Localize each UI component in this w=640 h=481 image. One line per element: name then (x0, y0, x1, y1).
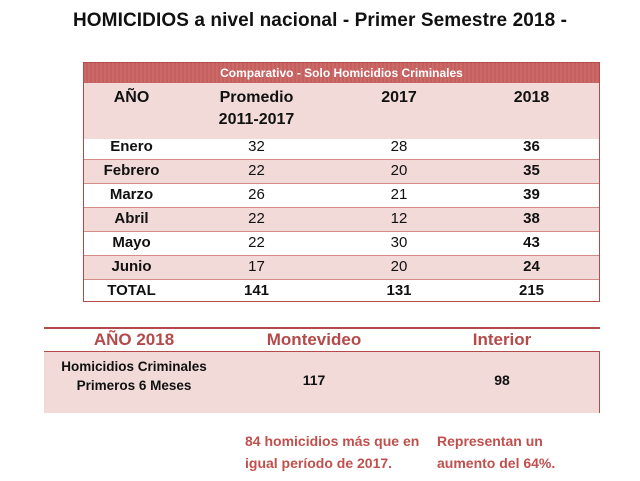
total-2018: 215 (518, 282, 545, 299)
promedio-cell: 26 (248, 186, 265, 203)
interior-value: 98 (494, 372, 510, 388)
promedio-cell: 22 (248, 162, 265, 179)
month-cell: Marzo (109, 186, 154, 203)
table-row (84, 231, 599, 255)
table-header-row (84, 83, 599, 139)
header-promedio-line1: Promedio (219, 89, 294, 106)
value-2018-cell: 38 (523, 210, 540, 227)
promedio-cell: 22 (248, 234, 265, 251)
header-2018: 2018 (513, 89, 550, 106)
table-row (84, 183, 599, 207)
note-line: aumento del 64%. (437, 455, 556, 471)
row-divider (84, 207, 599, 208)
table-banner: Comparativo - Solo Homicidios Criminales (84, 63, 599, 84)
value-2018-cell: 43 (523, 234, 540, 251)
value-2017-cell: 21 (390, 186, 408, 203)
value-2018-cell: 24 (523, 258, 540, 275)
value-2018-cell: 39 (523, 186, 540, 203)
note-line: igual período de 2017. (245, 455, 393, 471)
row-divider (84, 183, 599, 184)
row-divider (84, 231, 599, 232)
note-line: Representan un (437, 433, 543, 449)
promedio-cell: 17 (248, 258, 265, 275)
note-increase-count (245, 430, 425, 474)
value-2018-cell: 36 (523, 138, 540, 155)
note-line: 84 homicidios más que en (245, 433, 420, 449)
summary-row-label (44, 357, 224, 395)
page-title: HOMICIDIOS a nivel nacional - Primer Semestre 2018 - (72, 10, 568, 31)
region-summary-table (44, 327, 600, 413)
header-ano-2018: AÑO 2018 (93, 330, 175, 349)
table-row (84, 255, 599, 279)
row-divider (84, 159, 599, 160)
total-label: TOTAL (107, 282, 156, 299)
header-ano: AÑO (113, 89, 150, 106)
total-row (84, 279, 599, 303)
header-promedio-line2: 2011-2017 (218, 111, 295, 128)
promedio-cell: 22 (248, 210, 265, 227)
value-2017-cell: 12 (390, 210, 408, 227)
summary-header-row (44, 329, 600, 351)
row-divider (84, 255, 599, 256)
value-2017-cell: 30 (390, 234, 408, 251)
total-2017: 131 (386, 282, 412, 299)
value-2017-cell: 28 (390, 138, 408, 155)
month-cell: Junio (111, 258, 152, 275)
total-promedio: 141 (243, 282, 270, 299)
month-cell: Abril (114, 210, 149, 227)
header-2017: 2017 (381, 89, 417, 106)
row-divider (84, 279, 599, 280)
summary-label-line1: Homicidios Criminales (61, 359, 207, 374)
montevideo-value: 117 (302, 372, 326, 388)
header-interior: Interior (472, 330, 532, 349)
value-2017-cell: 20 (390, 258, 408, 275)
header-montevideo: Montevideo (266, 330, 362, 349)
month-cell: Febrero (103, 162, 160, 179)
table-row (84, 207, 599, 231)
note-increase-percent (437, 430, 597, 474)
summary-label-line2: Primeros 6 Meses (76, 378, 192, 393)
table-row (84, 159, 599, 183)
divider (599, 352, 600, 413)
month-cell: Mayo (112, 234, 151, 251)
summary-body-row (44, 352, 600, 413)
month-cell: Enero (110, 138, 153, 155)
value-2018-cell: 35 (523, 162, 540, 179)
monthly-comparison-table (83, 62, 600, 302)
value-2017-cell: 20 (390, 162, 408, 179)
table-row (84, 135, 599, 159)
promedio-cell: 32 (248, 138, 265, 155)
